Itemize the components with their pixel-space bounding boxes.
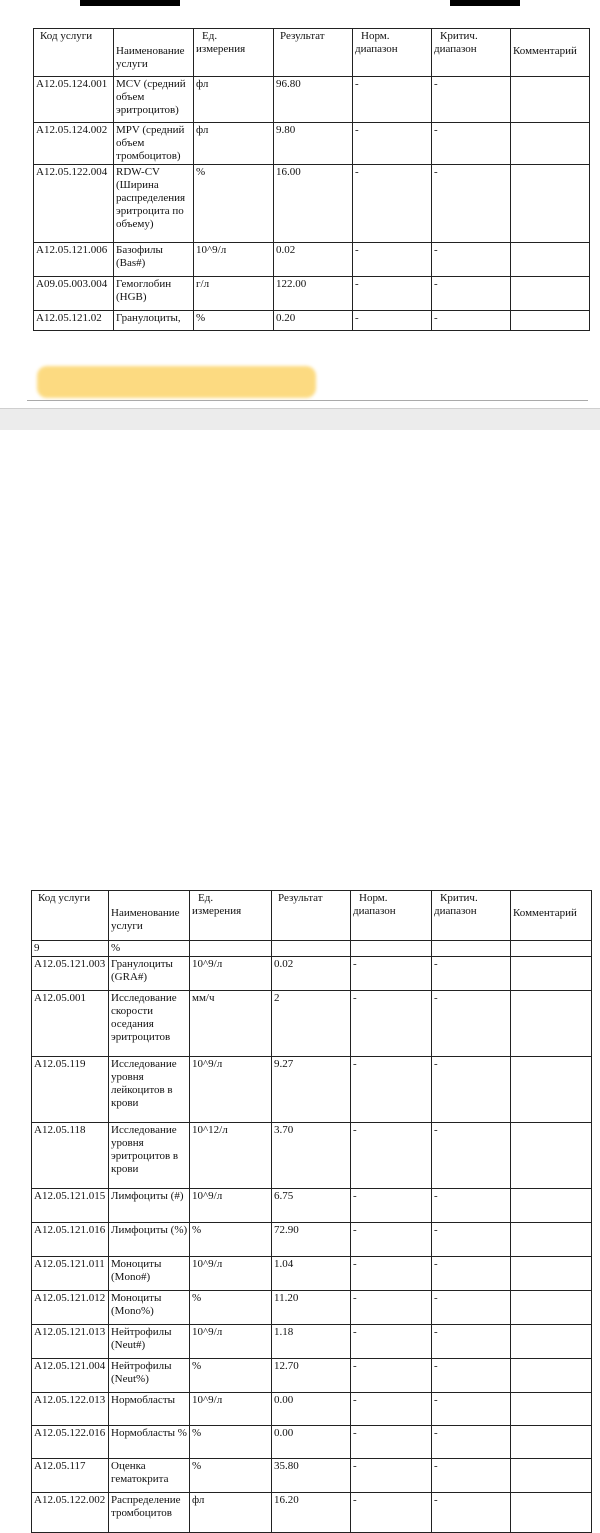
cell-crit: -	[432, 1257, 511, 1291]
cell-code: A12.05.121.006	[34, 243, 114, 277]
cell-crit: -	[432, 991, 511, 1057]
cell-unit: %	[190, 1426, 272, 1459]
table-row	[32, 1257, 592, 1291]
cell-code: 9	[32, 941, 109, 957]
table-header-row	[34, 29, 590, 77]
cell-code: A12.05.121.013	[32, 1325, 109, 1359]
cell-norm: -	[351, 957, 432, 991]
table-row	[32, 957, 592, 991]
cell-crit: -	[432, 1057, 511, 1123]
cell-comment	[511, 1325, 592, 1359]
cell-norm: -	[351, 1426, 432, 1459]
table-row	[34, 243, 590, 277]
cell-code: A12.05.121.012	[32, 1291, 109, 1325]
header-unit: Ед. измерения	[194, 29, 274, 77]
cell-norm: -	[351, 1493, 432, 1533]
table-row	[34, 165, 590, 243]
cell-name: Исследование уровня эритроцитов в крови	[109, 1123, 190, 1189]
cell-crit: -	[432, 243, 511, 277]
page-top-strip	[0, 0, 600, 6]
cell-code: A12.05.121.011	[32, 1257, 109, 1291]
document-page-1	[0, 0, 600, 420]
cell-crit: -	[432, 1459, 511, 1493]
cell-result: 72.90	[272, 1223, 351, 1257]
cell-name: Гранулоциты (GRA#)	[109, 957, 190, 991]
cell-unit: мм/ч	[190, 991, 272, 1057]
cell-name: Нормобласты	[109, 1393, 190, 1426]
cell-code: A12.05.124.002	[34, 123, 114, 165]
cell-result: 9.80	[274, 123, 353, 165]
cell-result: 12.70	[272, 1359, 351, 1393]
cell-crit: -	[432, 1325, 511, 1359]
table-row	[32, 1459, 592, 1493]
header-result: Результат	[274, 29, 353, 77]
table-header-row	[32, 891, 592, 941]
cell-result	[272, 941, 351, 957]
cell-result: 3.70	[272, 1123, 351, 1189]
cell-comment	[511, 1359, 592, 1393]
cell-norm: -	[351, 1359, 432, 1393]
lab-results-table-page-1	[33, 28, 590, 331]
cell-crit: -	[432, 277, 511, 311]
cell-unit: 10^9/л	[190, 1325, 272, 1359]
cell-code: A12.05.121.02	[34, 311, 114, 331]
cell-crit	[432, 941, 511, 957]
cell-result: 122.00	[274, 277, 353, 311]
cell-unit: 10^12/л	[190, 1123, 272, 1189]
cell-crit: -	[432, 1393, 511, 1426]
cell-name: Исследование скорости оседания эритроцитов	[109, 991, 190, 1057]
cell-unit: 10^9/л	[194, 243, 274, 277]
cell-unit: 10^9/л	[190, 957, 272, 991]
cell-crit: -	[432, 1359, 511, 1393]
cell-name: Моноциты (Mono%)	[109, 1291, 190, 1325]
table-row	[32, 1057, 592, 1123]
cell-code: A12.05.117	[32, 1459, 109, 1493]
cell-comment	[511, 1057, 592, 1123]
cell-code: A09.05.003.004	[34, 277, 114, 311]
cell-comment	[511, 1393, 592, 1426]
cell-crit: -	[432, 165, 511, 243]
header-name: Наименование услуги	[109, 891, 190, 941]
cell-name: MPV (средний объем тромбоцитов)	[114, 123, 194, 165]
cell-name: Гранулоциты,	[114, 311, 194, 331]
cell-unit: %	[190, 1223, 272, 1257]
cell-comment	[511, 957, 592, 991]
cell-result: 35.80	[272, 1459, 351, 1493]
cell-norm: -	[351, 1325, 432, 1359]
header-crit: Критич. диапазон	[432, 891, 511, 941]
cell-code: A12.05.119	[32, 1057, 109, 1123]
cell-unit: %	[190, 1359, 272, 1393]
cell-norm: -	[351, 1257, 432, 1291]
cell-crit: -	[432, 77, 511, 123]
cell-norm: -	[353, 277, 432, 311]
cell-code: A12.05.122.004	[34, 165, 114, 243]
cell-name: Оценка гематокрита	[109, 1459, 190, 1493]
header-code: Код услуги	[32, 891, 109, 941]
cell-crit: -	[432, 1291, 511, 1325]
cell-norm: -	[353, 311, 432, 331]
cell-code: A12.05.001	[32, 991, 109, 1057]
cell-comment	[511, 1493, 592, 1533]
cell-unit: %	[194, 311, 274, 331]
table-row	[32, 1123, 592, 1189]
cell-result: 16.20	[272, 1493, 351, 1533]
cell-result: 0.02	[274, 243, 353, 277]
header-unit: Ед. измерения	[190, 891, 272, 941]
table-row	[34, 277, 590, 311]
table-row	[34, 123, 590, 165]
cell-name: Исследование уровня лейкоцитов в крови	[109, 1057, 190, 1123]
cell-unit: 10^9/л	[190, 1393, 272, 1426]
cell-name: Моноциты (Mono#)	[109, 1257, 190, 1291]
cell-norm: -	[351, 1459, 432, 1493]
cell-norm: -	[351, 1291, 432, 1325]
cell-result: 16.00	[274, 165, 353, 243]
cell-name: MCV (средний объем эритроцитов)	[114, 77, 194, 123]
header-crit: Критич. диапазон	[432, 29, 511, 77]
cell-unit: %	[190, 1291, 272, 1325]
page-separator	[0, 408, 600, 431]
cell-code: A12.05.121.004	[32, 1359, 109, 1393]
cell-code: A12.05.121.015	[32, 1189, 109, 1223]
cell-code: A12.05.121.003	[32, 957, 109, 991]
cell-result: 1.04	[272, 1257, 351, 1291]
cell-code: A12.05.124.001	[34, 77, 114, 123]
cell-result: 9.27	[272, 1057, 351, 1123]
cell-code: A12.05.122.016	[32, 1426, 109, 1459]
cell-unit: 10^9/л	[190, 1189, 272, 1223]
table-row	[34, 77, 590, 123]
header-name: Наименование услуги	[114, 29, 194, 77]
cell-norm: -	[351, 1057, 432, 1123]
cell-norm: -	[351, 991, 432, 1057]
cell-crit: -	[432, 1189, 511, 1223]
cell-comment	[511, 243, 590, 277]
cell-unit: %	[194, 165, 274, 243]
table-row	[32, 1393, 592, 1426]
cell-code: A12.05.122.013	[32, 1393, 109, 1426]
cell-result: 96.80	[274, 77, 353, 123]
table-row	[32, 991, 592, 1057]
cell-comment	[511, 991, 592, 1057]
header-comment: Комментарий	[511, 891, 592, 941]
cell-crit: -	[432, 311, 511, 331]
cell-result: 0.20	[274, 311, 353, 331]
cell-code: A12.05.122.002	[32, 1493, 109, 1533]
cell-norm: -	[351, 1123, 432, 1189]
cell-crit: -	[432, 1123, 511, 1189]
cell-comment	[511, 311, 590, 331]
cell-name: Лимфоциты (%)	[109, 1223, 190, 1257]
header-comment: Комментарий	[511, 29, 590, 77]
cell-result: 0.02	[272, 957, 351, 991]
header-code: Код услуги	[34, 29, 114, 77]
cell-result: 0.00	[272, 1426, 351, 1459]
cell-name: Нормобласты %	[109, 1426, 190, 1459]
table-row	[34, 311, 590, 331]
page-footer-line	[27, 400, 588, 401]
cell-comment	[511, 165, 590, 243]
cell-comment	[511, 1189, 592, 1223]
cell-unit: фл	[194, 123, 274, 165]
cell-norm	[351, 941, 432, 957]
cell-name: Гемоглобин (HGB)	[114, 277, 194, 311]
cell-unit: фл	[194, 77, 274, 123]
header-result: Результат	[272, 891, 351, 941]
cell-unit	[190, 941, 272, 957]
highlight-redaction-mark	[37, 366, 316, 398]
cell-crit: -	[432, 1223, 511, 1257]
cell-name: %	[109, 941, 190, 957]
cell-unit: 10^9/л	[190, 1057, 272, 1123]
cell-code: A12.05.121.016	[32, 1223, 109, 1257]
cell-comment	[511, 1459, 592, 1493]
cell-norm: -	[353, 123, 432, 165]
cell-unit: %	[190, 1459, 272, 1493]
cell-crit: -	[432, 957, 511, 991]
cell-result: 0.00	[272, 1393, 351, 1426]
cell-code: A12.05.118	[32, 1123, 109, 1189]
cell-name: Базофилы (Bas#)	[114, 243, 194, 277]
cell-result: 2	[272, 991, 351, 1057]
cell-comment	[511, 1257, 592, 1291]
cell-comment	[511, 1291, 592, 1325]
cell-result: 1.18	[272, 1325, 351, 1359]
header-norm: Норм. диапазон	[351, 891, 432, 941]
cell-crit: -	[432, 1493, 511, 1533]
table-row	[32, 1359, 592, 1393]
table-row	[32, 1426, 592, 1459]
cell-norm: -	[351, 1223, 432, 1257]
cell-name: Лимфоциты (#)	[109, 1189, 190, 1223]
cell-comment	[511, 277, 590, 311]
table-row	[32, 1223, 592, 1257]
cell-norm: -	[353, 77, 432, 123]
cell-comment	[511, 123, 590, 165]
cell-crit: -	[432, 123, 511, 165]
cell-result: 11.20	[272, 1291, 351, 1325]
cell-comment	[511, 77, 590, 123]
table-row	[32, 1291, 592, 1325]
document-page-2	[0, 430, 600, 1519]
header-norm: Норм. диапазон	[353, 29, 432, 77]
cell-unit: 10^9/л	[190, 1257, 272, 1291]
cell-name: Распределение тромбоцитов	[109, 1493, 190, 1533]
cell-name: Нейтрофилы (Neut#)	[109, 1325, 190, 1359]
cell-comment	[511, 1223, 592, 1257]
cell-comment	[511, 1123, 592, 1189]
cell-crit: -	[432, 1426, 511, 1459]
cell-name: RDW-CV (Ширина распределения эритроцита по объему)	[114, 165, 194, 243]
cell-name: Нейтрофилы (Neut%)	[109, 1359, 190, 1393]
table-row	[32, 1189, 592, 1223]
cell-unit: фл	[190, 1493, 272, 1533]
cell-norm: -	[353, 243, 432, 277]
cell-comment	[511, 1426, 592, 1459]
table-row	[32, 941, 592, 957]
cell-unit: г/л	[194, 277, 274, 311]
cell-norm: -	[351, 1393, 432, 1426]
cell-norm: -	[351, 1189, 432, 1223]
cell-result: 6.75	[272, 1189, 351, 1223]
cell-norm: -	[353, 165, 432, 243]
lab-results-table-page-2	[31, 890, 592, 1533]
cell-comment	[511, 941, 592, 957]
table-row	[32, 1493, 592, 1533]
table-row	[32, 1325, 592, 1359]
